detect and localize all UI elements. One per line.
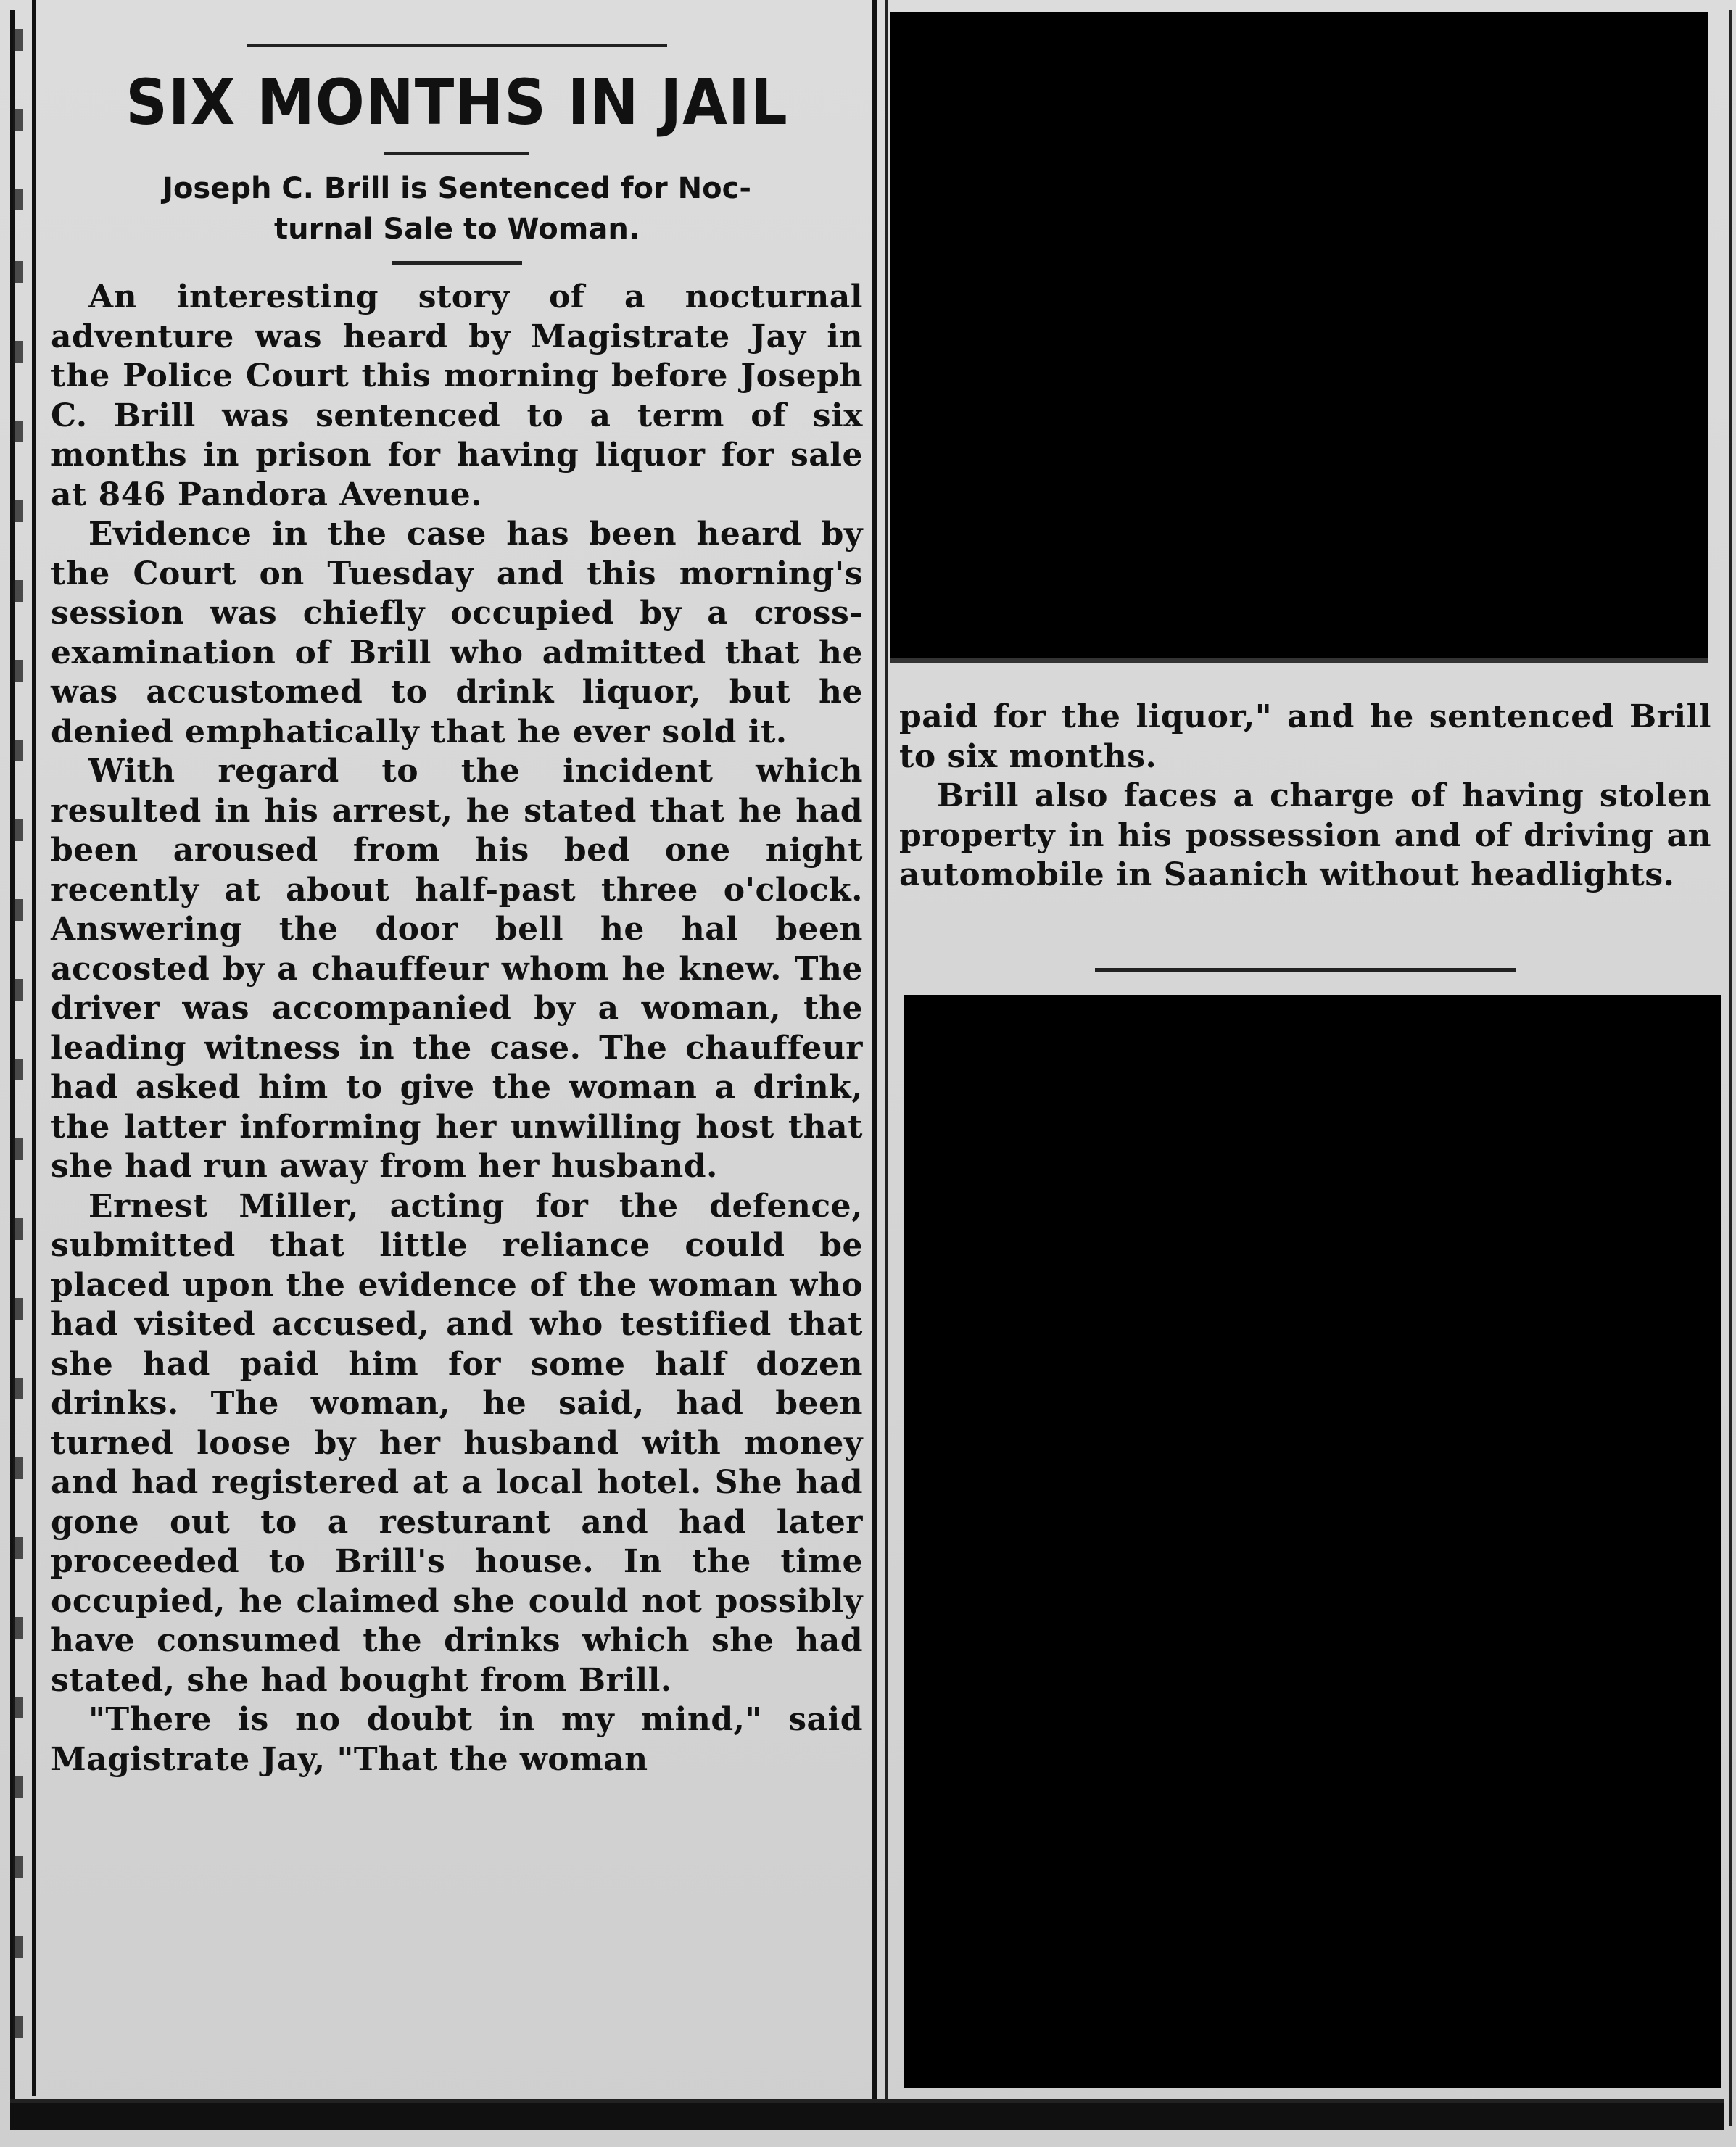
continuation-paragraph-1: paid for the liquor," and he sentenced Brill to six months. (899, 698, 1711, 775)
paragraph-3: With regard to the incident which resulted in his arrest, he stated that he had been aroused from his bed one night recently at about half-past three o'clock. Answering the door bell he hal been accosted by a chauffeur whom he knew. The driver was accompanied by a woman, the leading witness in the case. The chauffeur had asked him to give the woman a drink, the latter informing her unwilling host that she had run away from her husband. (51, 753, 863, 1185)
center-column-rule-inner (885, 0, 888, 2099)
subhead-line-2: turnal Sale to Woman. (273, 212, 640, 246)
page-bottom-rule (10, 2099, 1724, 2130)
paragraph-4: Ernest Miller, acting for the defence, submitted that little reliance could be placed upon the evidence of the woman who had visited accused, and who testified that she had paid him for some half dozen drinks. The woman, he said, had been turned loose by her husband with money and had registered at a local hotel. She had gone out to a resturant and had later proceeded to Brill's house. In the time occupied, he claimed she could not possibly have consumed the drinks which she had stated, she had bought from Brill. (51, 1187, 863, 1699)
redaction-edge-rule (890, 658, 1708, 663)
cut-off-text-fragment (51, 15, 863, 25)
article-column (51, 15, 863, 2088)
subhead-divider (392, 261, 522, 265)
left-gutter-fragments (13, 0, 28, 2096)
article-headline: SIX MONTHS IN JAIL (125, 66, 788, 139)
paragraph-5: "There is no doubt in my mind," said Magistrate Jay, "That the woman (51, 1701, 863, 1778)
article-continuation (899, 698, 1711, 895)
article-subhead (51, 168, 863, 249)
article-body (51, 278, 863, 1779)
center-column-rule (872, 0, 877, 2099)
paragraph-1: An interesting story of a nocturnal adventure was heard by Magistrate Jay in the Police Court this morning before Joseph C. Brill was sentenced to a term of six months in prison for having liquor for sale at 846 Pandora Avenue. (51, 278, 863, 513)
paragraph-2: Evidence in the case has been heard by the Court on Tuesday and this morning's session was chiefly occupied by a cross-examination of Brill who admitted that he was accustomed to drink liquor, but he denied emphatically that he ever sold it. (51, 516, 863, 750)
left-column-rule (32, 0, 36, 2096)
redacted-block-bottom (904, 995, 1721, 2088)
article-end-rule (1095, 968, 1516, 972)
redacted-block-top (890, 12, 1708, 658)
headline-divider (384, 152, 529, 155)
continuation-paragraph-2: Brill also faces a charge of having stolen property in his possession and of driving an automobile in Saanich without headlights. (899, 777, 1711, 893)
subhead-line-1: Joseph C. Brill is Sentenced for Noc- (162, 172, 751, 205)
headline-top-rule (247, 44, 667, 47)
